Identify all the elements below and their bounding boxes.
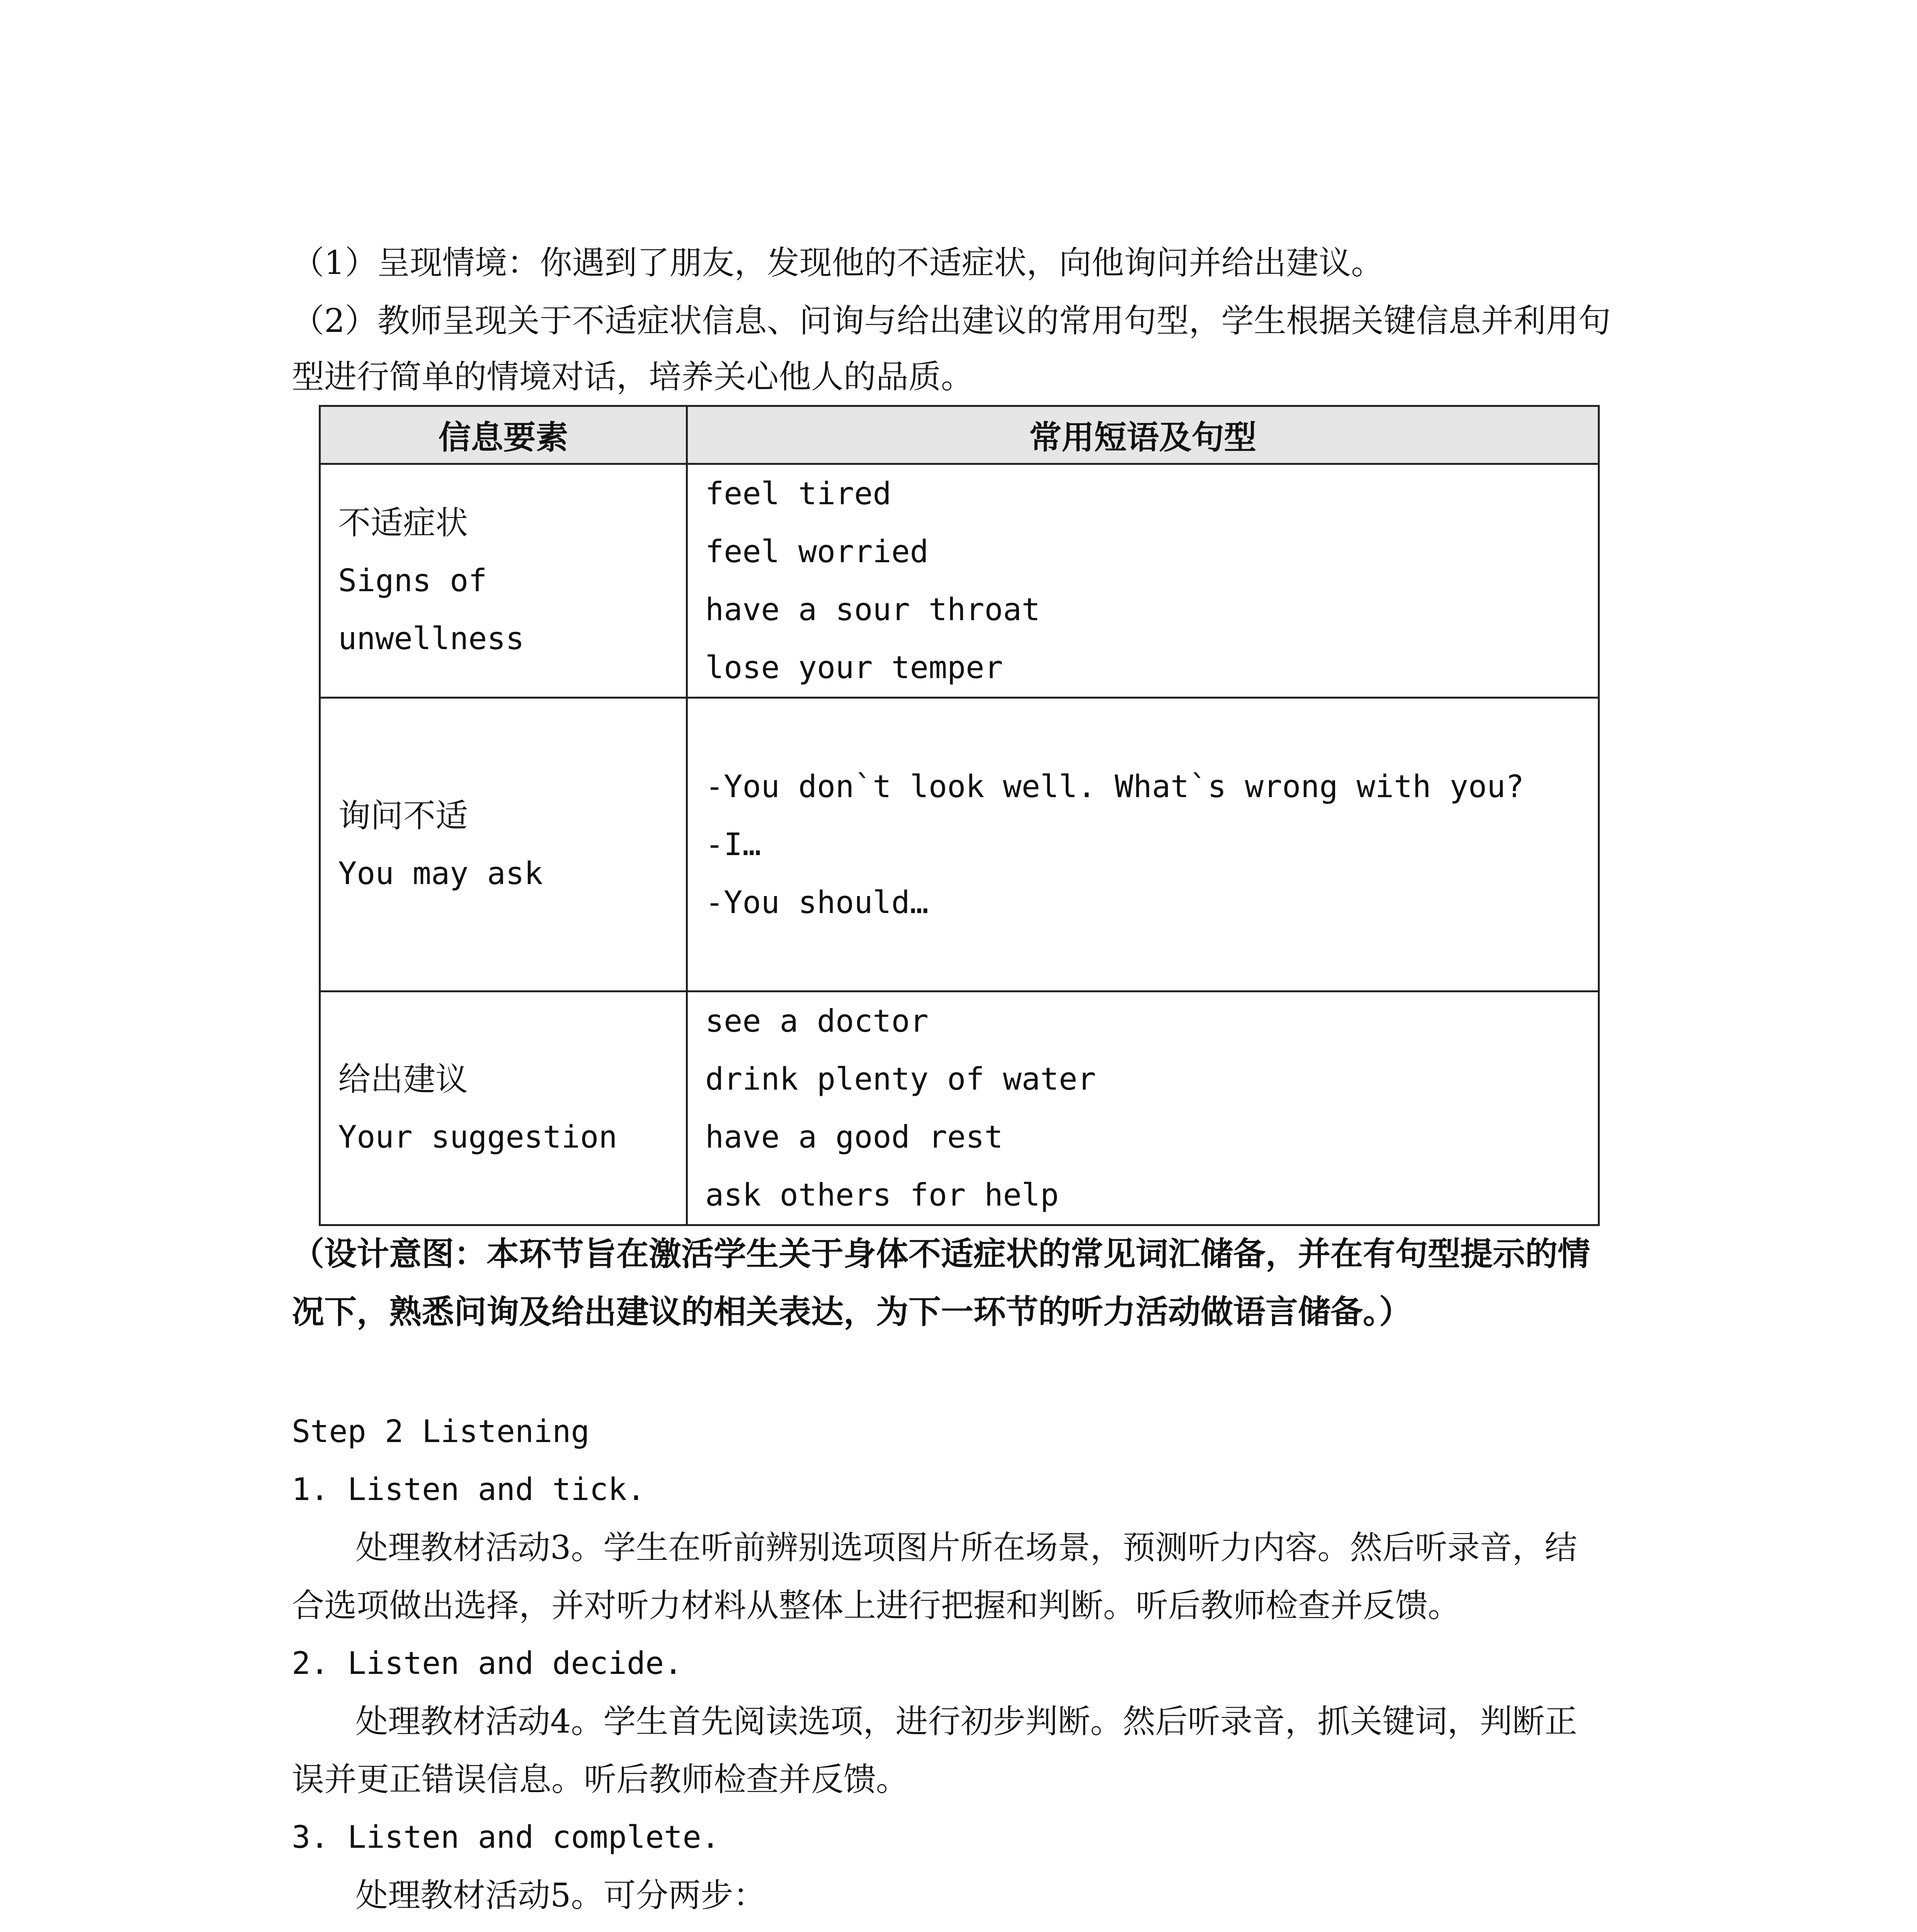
step2-title: Step 2 Listening <box>292 1413 590 1449</box>
phrase: have a good rest <box>705 1119 1003 1155</box>
phrase-table <box>319 405 1600 1226</box>
phrase: drink plenty of water <box>705 1061 1096 1097</box>
intro-line-2: （2）教师呈现关于不适症状信息、问询与给出建议的常用句型，学生根据关键信息并利用句 <box>292 302 1611 340</box>
intro-line-1: （1）呈现情境：你遇到了朋友，发现他的不适症状，向他询问并给出建议。 <box>292 244 1384 282</box>
item2-line-2: 误并更正错误信息。听后教师检查并反馈。 <box>292 1760 909 1798</box>
table-row <box>320 464 1599 698</box>
row-label-en: Signs of unwellness <box>338 563 524 656</box>
phrase: -You don`t look well. What`s wrong with you? <box>705 768 1524 804</box>
intro-line-3: 型进行简单的情境对话，培养关心他人的品质。 <box>292 358 974 396</box>
item1-title: 1. Listen and tick. <box>292 1471 646 1507</box>
phrase: -I… <box>705 826 761 862</box>
row-phrases <box>687 992 1599 1225</box>
row-label-en: You may ask <box>338 855 543 891</box>
row-phrases <box>687 464 1599 698</box>
table-row <box>320 698 1599 992</box>
item1-line-2: 合选项做出选择，并对听力材料从整体上进行把握和判断。听后教师检查并反馈。 <box>292 1587 1461 1624</box>
item3-line-1: 处理教材活动5。可分两步： <box>356 1876 766 1914</box>
phrase: have a sour throat <box>705 592 1040 628</box>
phrase: see a doctor <box>705 1003 929 1039</box>
phrase: lose your temper <box>705 650 1003 685</box>
phrase: feel worried <box>705 534 929 570</box>
item2-line-1: 处理教材活动4。学生首先阅读选项，进行初步判断。然后听录音，抓关键词，判断正 <box>356 1702 1577 1740</box>
header-info-element: 信息要素 <box>320 406 687 464</box>
row-label-cn: 询问不适 <box>338 796 468 835</box>
row-label-cn: 不适症状 <box>338 504 468 542</box>
item2-title: 2. Listen and decide. <box>292 1645 683 1681</box>
item1-line-1: 处理教材活动3。学生在听前辨别选项图片所在场景，预测听力内容。然后听录音，结 <box>356 1529 1577 1566</box>
item3-title: 3. Listen and complete. <box>292 1819 720 1855</box>
row-label <box>320 992 687 1225</box>
phrase: feel tired <box>705 476 891 512</box>
row-label-en: Your suggestion <box>338 1119 617 1155</box>
design-intent-1-line-2: 况下，熟悉问询及给出建议的相关表达，为下一环节的听力活动做语言储备。） <box>292 1293 1412 1331</box>
design-intent-1-line-1: （设计意图：本环节旨在激活学生关于身体不适症状的常见词汇储备，并在有句型提示的情 <box>292 1235 1590 1273</box>
header-phrases: 常用短语及句型 <box>687 406 1599 464</box>
row-label <box>320 698 687 992</box>
row-label-cn: 给出建议 <box>338 1060 468 1098</box>
row-phrases <box>687 698 1599 992</box>
table-header-row <box>320 406 1599 464</box>
phrase: -You should… <box>705 884 929 920</box>
phrase: ask others for help <box>705 1177 1059 1213</box>
item3-part1-line-1 <box>292 1924 1594 1932</box>
row-label <box>320 464 687 698</box>
table-row <box>320 992 1599 1225</box>
